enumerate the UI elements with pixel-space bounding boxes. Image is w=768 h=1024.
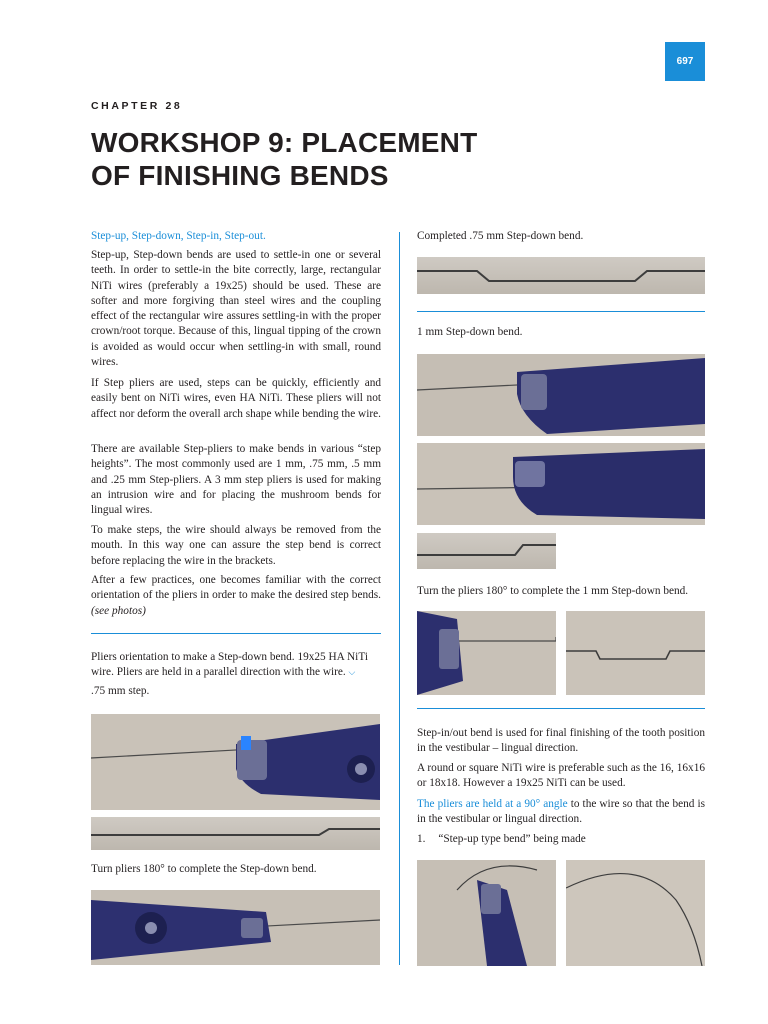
photo-1mm-pliers-b	[417, 443, 705, 525]
left-caption-1-text: Pliers orientation to make a Step-down bend. 19x25 HA NiTi wire. Pliers are held in a parallel direction with the wire.	[91, 651, 368, 679]
page-title	[91, 126, 571, 192]
right-caption-1: Completed .75 mm Step-down bend.	[417, 230, 584, 242]
right-paragraph-3-rest: to the wire so that the bend is in the vestibular or lingual direction.	[417, 798, 705, 826]
photo-turned-pliers	[417, 611, 556, 695]
photo-pliers-turned	[91, 890, 380, 965]
photo-1mm-final-wire	[566, 611, 705, 695]
right-divider-2	[417, 708, 705, 709]
photo-wire-75mm	[91, 817, 380, 850]
left-caption-2: .75 mm step.	[91, 685, 150, 697]
photo-step-up-wire	[566, 860, 705, 966]
right-divider-1	[417, 311, 705, 312]
chevron-down-icon: ⌵	[348, 668, 356, 679]
left-caption-3: Turn pliers 180° to complete the Step-down bend.	[91, 863, 317, 875]
left-paragraph-5-text: After a few practices, one becomes familiar with the correct orientation of the pliers in order to make the desired step bends.	[91, 574, 381, 602]
photo-step-up-pliers	[417, 860, 556, 966]
list-item-1-number: 1.	[417, 833, 426, 845]
list-item-1	[417, 832, 705, 847]
left-paragraph-5	[91, 573, 381, 619]
right-caption-2: 1 mm Step-down bend.	[417, 326, 523, 338]
see-photos-note: (see photos)	[91, 604, 146, 617]
right-caption-3: Turn the pliers 180° to complete the 1 mm Step-down bend.	[417, 585, 689, 597]
right-paragraph-3	[417, 797, 705, 828]
page-number-badge: 697	[665, 42, 705, 81]
right-paragraph-2: A round or square NiTi wire is preferable such as the 16, 16x16 or 18x18. However a 19x25 NiTi can be used.	[417, 762, 705, 790]
left-paragraph-1: Step-up, Step-down bends are used to settle-in one or several teeth. In order to settle-in the bite correctly, large, rectangular NiTi wires (preferably a 19x25) should be used. These are softer and more forgiving than steel wires and the coupling effect of the rectangular wire assures settling-in with the proper crown/root torque. Because of this, lingual tipping of the crown is avoided as would occur when settling-in with small, round wires.	[91, 249, 381, 369]
left-caption-1	[91, 650, 383, 682]
right-paragraph-1: Step-in/out bend is used for final finishing of the tooth position in the vestibular – lingual direction.	[417, 727, 705, 755]
photo-completed-step-wire	[417, 257, 705, 294]
photo-pliers-parallel	[91, 714, 380, 810]
title-line-1: WORKSHOP 9: PLACEMENT	[91, 127, 478, 158]
left-paragraph-2: If Step pliers are used, steps can be quickly, efficiently and easily bent on NiTi wires, even HA NiTi. These pliers will not affect nor deform the overall arch shape while bending the wire.	[91, 377, 381, 420]
title-line-2: OF FINISHING BENDS	[91, 160, 389, 191]
pliers-angle-highlight: The pliers are held at a 90° angle	[417, 798, 568, 810]
left-paragraph-4: To make steps, the wire should always be removed from the mouth. In this way one can assure the step bend is correct before replacing the wire in the brackets.	[91, 524, 381, 567]
list-item-1-text: “Step-up type bend” being made	[438, 833, 586, 845]
pliers-illustration	[91, 714, 380, 810]
column-divider	[399, 232, 400, 965]
chapter-label: CHAPTER 28	[91, 100, 183, 112]
left-divider	[91, 633, 381, 634]
photo-1mm-pliers-a	[417, 354, 705, 436]
left-paragraph-3: There are available Step-pliers to make bends in various “step heights”. The most commonly used are 1 mm, .75 mm, .5 mm and .25 mm Step-pliers. A 3 mm step pliers is used for making an intrusion wire and for placing the mushroom bends for lingual wires.	[91, 443, 381, 517]
left-subheading: Step-up, Step-down, Step-in, Step-out.	[91, 230, 266, 242]
photo-1mm-step-wire	[417, 533, 556, 569]
